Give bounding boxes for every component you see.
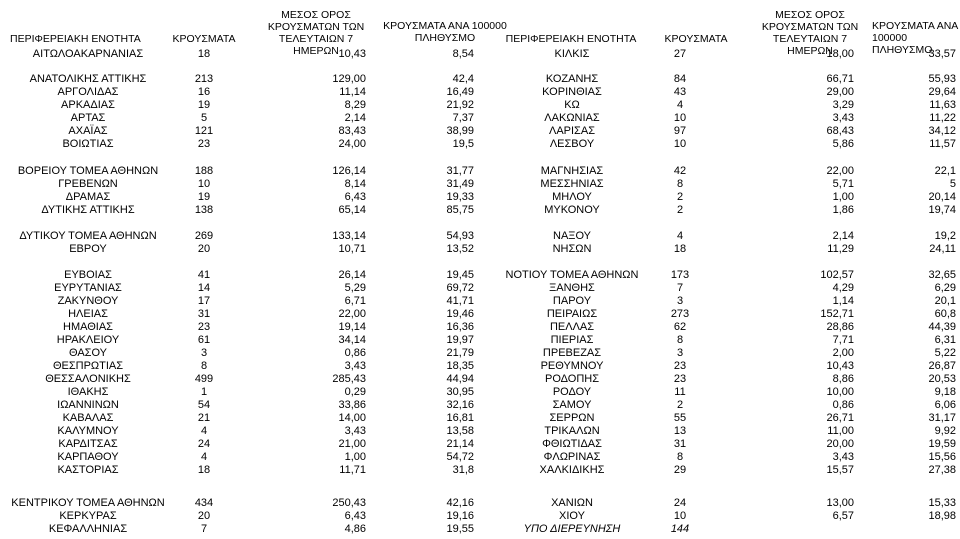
per100k-value: 20,1 bbox=[934, 295, 956, 307]
avg7-value: 133,14 bbox=[332, 230, 366, 242]
avg7-value: 8,29 bbox=[344, 99, 366, 111]
avg7-value: 3,43 bbox=[832, 112, 854, 124]
cases-value: 54 bbox=[197, 399, 211, 411]
header-per100k-left: ΚΡΟΥΣΜΑΤΑ ΑΝΑ 100000 ΠΛΗΘΥΣΜΟ bbox=[383, 20, 507, 44]
avg7-value: 24,00 bbox=[338, 138, 366, 150]
region-name: ΘΕΣΠΡΩΤΙΑΣ bbox=[52, 360, 124, 372]
region-name: ΠΙΕΡΙΑΣ bbox=[550, 334, 594, 346]
region-name: ΑΝΑΤΟΛΙΚΗΣ ΑΤΤΙΚΗΣ bbox=[29, 73, 147, 85]
region-name: ΝΗΣΩΝ bbox=[552, 243, 592, 255]
region-name: ΚΟΖΑΝΗΣ bbox=[545, 73, 599, 85]
per100k-value: 60,8 bbox=[934, 308, 956, 320]
cases-value: 41 bbox=[197, 269, 211, 281]
region-name: ΗΛΕΙΑΣ bbox=[68, 308, 108, 320]
cases-value: 434 bbox=[194, 497, 214, 509]
region-name: ΗΜΑΘΙΑΣ bbox=[63, 321, 113, 333]
avg7-value: 22,00 bbox=[338, 308, 366, 320]
right-table-row bbox=[0, 360, 960, 373]
cases-value: 213 bbox=[194, 73, 214, 85]
cases-value: 173 bbox=[670, 269, 690, 281]
cases-value: 2 bbox=[676, 399, 684, 411]
cases-value: 10 bbox=[673, 138, 687, 150]
avg7-value: 1,86 bbox=[832, 204, 854, 216]
right-table-row bbox=[0, 48, 960, 61]
avg7-value: 34,14 bbox=[338, 334, 366, 346]
cases-value: 10 bbox=[197, 178, 211, 190]
cases-value: 4 bbox=[676, 230, 684, 242]
avg7-value: 7,71 bbox=[832, 334, 854, 346]
avg7-value: 3,43 bbox=[344, 360, 366, 372]
avg7-value: 14,00 bbox=[338, 412, 366, 424]
region-name: ΠΡΕΒΕΖΑΣ bbox=[542, 347, 602, 359]
cases-value: 13 bbox=[673, 425, 687, 437]
avg7-value: 4,86 bbox=[344, 523, 366, 535]
per100k-value: 26,87 bbox=[928, 360, 956, 372]
right-table-row bbox=[0, 523, 960, 536]
cases-value: 97 bbox=[673, 125, 687, 137]
cases-value: 62 bbox=[673, 321, 687, 333]
per100k-value: 19,2 bbox=[934, 230, 956, 242]
avg7-value: 4,29 bbox=[832, 282, 854, 294]
per100k-value: 5 bbox=[949, 178, 956, 190]
per100k-value: 24,11 bbox=[929, 243, 956, 255]
per100k-value: 21,92 bbox=[446, 99, 474, 111]
per100k-value: 33,57 bbox=[928, 48, 956, 60]
per100k-value: 22,1 bbox=[934, 165, 956, 177]
avg7-value: 0,86 bbox=[344, 347, 366, 359]
region-name: ΝΑΞΟΥ bbox=[553, 230, 591, 242]
cases-value: 27 bbox=[673, 48, 687, 60]
avg7-value: 19,14 bbox=[338, 321, 366, 333]
cases-value: 2 bbox=[676, 204, 684, 216]
cases-value: 138 bbox=[194, 204, 214, 216]
cases-value: 31 bbox=[197, 308, 211, 320]
region-name: ΚΑΒΑΛΑΣ bbox=[62, 412, 114, 424]
region-name: ΦΛΩΡΙΝΑΣ bbox=[543, 451, 601, 463]
avg7-value: 13,00 bbox=[826, 497, 854, 509]
per100k-value: 85,75 bbox=[446, 204, 474, 216]
cases-value: 144 bbox=[670, 523, 690, 535]
avg7-value: 152,71 bbox=[820, 308, 854, 320]
region-name: ΜΗΛΟΥ bbox=[552, 191, 592, 203]
avg7-value: 6,71 bbox=[344, 295, 366, 307]
right-table-row bbox=[0, 425, 960, 438]
per100k-value: 32,16 bbox=[446, 399, 474, 411]
avg7-value: 3,43 bbox=[344, 425, 366, 437]
avg7-value: 11,71 bbox=[339, 464, 366, 476]
avg7-value: 10,43 bbox=[338, 48, 366, 60]
cases-value: 7 bbox=[676, 282, 684, 294]
region-name: ΥΠΟ ΔΙΕΡΕΥΝΗΣΗ bbox=[523, 523, 621, 535]
header-avg7-left: ΜΕΣΟΣ ΟΡΟΣ ΚΡΟΥΣΜΑΤΩΝ ΤΩΝ ΤΕΛΕΥΤΑΙΩΝ 7 ΗΜΕΡΩΝ bbox=[267, 9, 365, 57]
cases-value: 23 bbox=[673, 373, 687, 385]
per100k-value: 6,06 bbox=[934, 399, 956, 411]
region-name: ΓΡΕΒΕΝΩΝ bbox=[58, 178, 118, 190]
region-name: ΕΥΡΥΤΑΝΙΑΣ bbox=[54, 282, 122, 294]
per100k-value: 15,33 bbox=[928, 497, 956, 509]
per100k-value: 19,97 bbox=[446, 334, 474, 346]
avg7-value: 29,00 bbox=[826, 86, 854, 98]
region-name: ΔΥΤΙΚΗΣ ΑΤΤΙΚΗΣ bbox=[41, 204, 135, 216]
region-name: ΑΙΤΩΛΟΑΚΑΡΝΑΝΙΑΣ bbox=[32, 48, 144, 60]
per100k-value: 31,49 bbox=[446, 178, 474, 190]
per100k-value: 69,72 bbox=[446, 282, 474, 294]
region-name: ΜΕΣΣΗΝΙΑΣ bbox=[540, 178, 604, 190]
region-name: ΑΡΤΑΣ bbox=[70, 112, 106, 124]
per100k-value: 31,17 bbox=[928, 412, 956, 424]
region-name: ΚΕΝΤΡΙΚΟΥ ΤΟΜΕΑ ΑΘΗΝΩΝ bbox=[11, 497, 165, 509]
cases-value: 18 bbox=[197, 48, 211, 60]
per100k-value: 54,72 bbox=[446, 451, 474, 463]
avg7-value: 68,43 bbox=[826, 125, 854, 137]
right-table-row bbox=[0, 191, 960, 204]
per100k-value: 44,39 bbox=[928, 321, 956, 333]
avg7-value: 6,57 bbox=[832, 510, 854, 522]
per100k-value: 8,54 bbox=[452, 48, 474, 60]
region-name: ΠΕΙΡΑΙΩΣ bbox=[546, 308, 598, 320]
avg7-value: 10,00 bbox=[826, 386, 854, 398]
header-cases-right: ΚΡΟΥΣΜΑΤΑ bbox=[664, 33, 728, 45]
cases-value: 10 bbox=[673, 112, 687, 124]
cases-value: 3 bbox=[200, 347, 208, 359]
right-table-row bbox=[0, 386, 960, 399]
region-name: ΜΑΓΝΗΣΙΑΣ bbox=[540, 165, 604, 177]
region-name: ΜΥΚΟΝΟΥ bbox=[544, 204, 600, 216]
right-table-row bbox=[0, 99, 960, 112]
cases-value: 4 bbox=[200, 451, 208, 463]
cases-value: 20 bbox=[197, 243, 211, 255]
right-table-row bbox=[0, 282, 960, 295]
right-table-row bbox=[0, 451, 960, 464]
right-table-row bbox=[0, 347, 960, 360]
avg7-value: 1,00 bbox=[344, 451, 366, 463]
right-table-row bbox=[0, 334, 960, 347]
per100k-value: 20,14 bbox=[928, 191, 956, 203]
right-table-row bbox=[0, 373, 960, 386]
region-name: ΚΑΡΔΙΤΣΑΣ bbox=[58, 438, 118, 450]
right-table-row bbox=[0, 73, 960, 86]
right-table-row bbox=[0, 321, 960, 334]
cases-value: 84 bbox=[673, 73, 687, 85]
per100k-value: 19,45 bbox=[446, 269, 474, 281]
region-name: ΡΟΔΟΥ bbox=[552, 386, 592, 398]
region-name: ΣΕΡΡΩΝ bbox=[549, 412, 595, 424]
cases-value: 17 bbox=[197, 295, 211, 307]
avg7-value: 102,57 bbox=[820, 269, 854, 281]
per100k-value: 11,57 bbox=[929, 138, 956, 150]
right-table-row bbox=[0, 412, 960, 425]
cases-value: 21 bbox=[197, 412, 211, 424]
cases-value: 16 bbox=[197, 86, 211, 98]
region-name: ΚΙΛΚΙΣ bbox=[554, 48, 590, 60]
cases-value: 23 bbox=[197, 321, 211, 333]
avg7-value: 66,71 bbox=[826, 73, 854, 85]
per100k-value: 19,74 bbox=[928, 204, 956, 216]
avg7-value: 21,00 bbox=[338, 438, 366, 450]
right-table-row bbox=[0, 295, 960, 308]
cases-value: 11 bbox=[674, 386, 686, 398]
region-name: ΑΡΓΟΛΙΔΑΣ bbox=[57, 86, 119, 98]
per100k-value: 31,77 bbox=[446, 165, 474, 177]
avg7-value: 26,71 bbox=[826, 412, 854, 424]
per100k-value: 19,59 bbox=[928, 438, 956, 450]
region-name: ΘΕΣΣΑΛΟΝΙΚΗΣ bbox=[45, 373, 131, 385]
avg7-value: 18,00 bbox=[826, 48, 854, 60]
cases-value: 55 bbox=[673, 412, 687, 424]
avg7-value: 83,43 bbox=[338, 125, 366, 137]
cases-value: 29 bbox=[673, 464, 687, 476]
region-name: ΞΑΝΘΗΣ bbox=[549, 282, 595, 294]
per100k-value: 38,99 bbox=[446, 125, 474, 137]
avg7-value: 6,43 bbox=[344, 510, 366, 522]
right-table-row bbox=[0, 165, 960, 178]
avg7-value: 285,43 bbox=[332, 373, 366, 385]
header-avg7-right: ΜΕΣΟΣ ΟΡΟΣ ΚΡΟΥΣΜΑΤΩΝ ΤΩΝ ΤΕΛΕΥΤΑΙΩΝ 7 ΗΜΕΡΩΝ bbox=[761, 9, 859, 57]
cases-value: 24 bbox=[673, 497, 687, 509]
per100k-value: 54,93 bbox=[446, 230, 474, 242]
right-table-row bbox=[0, 178, 960, 191]
cases-value: 42 bbox=[673, 165, 687, 177]
per100k-value: 16,81 bbox=[446, 412, 474, 424]
avg7-value: 11,14 bbox=[339, 86, 366, 98]
cases-value: 269 bbox=[194, 230, 214, 242]
avg7-value: 5,71 bbox=[832, 178, 854, 190]
avg7-value: 33,86 bbox=[338, 399, 366, 411]
cases-value: 8 bbox=[200, 360, 208, 372]
per100k-value: 41,71 bbox=[446, 295, 474, 307]
right-table-row bbox=[0, 497, 960, 510]
region-name: ΦΘΙΩΤΙΔΑΣ bbox=[542, 438, 602, 450]
avg7-value: 5,29 bbox=[344, 282, 366, 294]
region-name: ΕΒΡΟΥ bbox=[69, 243, 107, 255]
avg7-value: 20,00 bbox=[826, 438, 854, 450]
per100k-value: 18,35 bbox=[446, 360, 474, 372]
right-table-row bbox=[0, 399, 960, 412]
region-name: ΔΡΑΜΑΣ bbox=[65, 191, 111, 203]
cases-value: 20 bbox=[197, 510, 211, 522]
per100k-value: 13,52 bbox=[446, 243, 474, 255]
avg7-value: 0,29 bbox=[344, 386, 366, 398]
per100k-value: 42,4 bbox=[452, 73, 474, 85]
region-name: ΚΟΡΙΝΘΙΑΣ bbox=[542, 86, 602, 98]
cases-value: 8 bbox=[676, 334, 684, 346]
region-name: ΚΑΣΤΟΡΙΑΣ bbox=[57, 464, 119, 476]
per100k-value: 16,49 bbox=[446, 86, 474, 98]
region-name: ΡΟΔΟΠΗΣ bbox=[544, 373, 600, 385]
per100k-value: 6,31 bbox=[934, 334, 956, 346]
cases-value: 23 bbox=[673, 360, 687, 372]
region-name: ΕΥΒΟΙΑΣ bbox=[64, 269, 112, 281]
avg7-value: 65,14 bbox=[338, 204, 366, 216]
region-name: ΙΘΑΚΗΣ bbox=[67, 386, 109, 398]
cases-value: 4 bbox=[200, 425, 208, 437]
per100k-value: 6,29 bbox=[934, 282, 956, 294]
per100k-value: 19,33 bbox=[446, 191, 474, 203]
cases-value: 3 bbox=[676, 295, 684, 307]
avg7-value: 8,14 bbox=[344, 178, 366, 190]
right-table-row bbox=[0, 464, 960, 477]
avg7-value: 129,00 bbox=[332, 73, 366, 85]
right-table-row bbox=[0, 230, 960, 243]
per100k-value: 42,16 bbox=[446, 497, 474, 509]
per100k-value: 44,94 bbox=[446, 373, 474, 385]
cases-value: 8 bbox=[676, 178, 684, 190]
cases-value: 121 bbox=[194, 125, 214, 137]
cases-value: 43 bbox=[673, 86, 687, 98]
avg7-value: 11,29 bbox=[827, 243, 854, 255]
per100k-value: 31,8 bbox=[452, 464, 474, 476]
region-name: ΧΑΝΙΩΝ bbox=[551, 497, 593, 509]
avg7-value: 15,57 bbox=[826, 464, 854, 476]
region-name: ΚΩ bbox=[564, 99, 580, 111]
per100k-value: 18,98 bbox=[928, 510, 956, 522]
per100k-value: 9,18 bbox=[934, 386, 956, 398]
region-name: ΘΑΣΟΥ bbox=[68, 347, 108, 359]
avg7-value: 26,14 bbox=[338, 269, 366, 281]
region-name: ΧΑΛΚΙΔΙΚΗΣ bbox=[539, 464, 605, 476]
per100k-value: 11,63 bbox=[929, 99, 956, 111]
per100k-value: 21,14 bbox=[446, 438, 474, 450]
cases-value: 18 bbox=[197, 464, 211, 476]
region-name: ΛΕΣΒΟΥ bbox=[549, 138, 595, 150]
right-table-row bbox=[0, 86, 960, 99]
per100k-value: 9,92 bbox=[934, 425, 956, 437]
per100k-value: 19,5 bbox=[452, 138, 474, 150]
per100k-value: 29,64 bbox=[928, 86, 956, 98]
cases-value: 5 bbox=[200, 112, 208, 124]
region-name: ΑΡΚΑΔΙΑΣ bbox=[61, 99, 115, 111]
avg7-value: 3,43 bbox=[832, 451, 854, 463]
per100k-value: 21,79 bbox=[446, 347, 474, 359]
region-name: ΗΡΑΚΛΕΙΟΥ bbox=[56, 334, 120, 346]
per100k-value: 16,36 bbox=[446, 321, 474, 333]
cases-value: 14 bbox=[197, 282, 211, 294]
per100k-value: 27,38 bbox=[928, 464, 956, 476]
right-table-row bbox=[0, 204, 960, 217]
avg7-value: 28,86 bbox=[826, 321, 854, 333]
cases-value: 8 bbox=[676, 451, 684, 463]
region-name: ΔΥΤΙΚΟΥ ΤΟΜΕΑ ΑΘΗΝΩΝ bbox=[19, 230, 157, 242]
cases-value: 1 bbox=[200, 386, 208, 398]
right-table-row bbox=[0, 269, 960, 282]
avg7-value: 126,14 bbox=[332, 165, 366, 177]
region-name: ΣΑΜΟΥ bbox=[552, 399, 592, 411]
avg7-value: 0,86 bbox=[832, 399, 854, 411]
region-name: ΚΕΡΚΥΡΑΣ bbox=[59, 510, 117, 522]
per100k-value: 20,53 bbox=[928, 373, 956, 385]
avg7-value: 2,00 bbox=[832, 347, 854, 359]
region-name: ΚΑΡΠΑΘΟΥ bbox=[57, 451, 119, 463]
region-name: ΠΕΛΛΑΣ bbox=[549, 321, 595, 333]
per100k-value: 13,58 bbox=[446, 425, 474, 437]
avg7-value: 3,29 bbox=[832, 99, 854, 111]
header-region-left: ΠΕΡΙΦΕΡΕΙΑΚΗ ΕΝΟΤΗΤΑ bbox=[10, 33, 141, 45]
cases-value: 10 bbox=[673, 510, 687, 522]
region-name: ΠΑΡΟΥ bbox=[552, 295, 592, 307]
cases-value: 19 bbox=[197, 99, 211, 111]
per100k-value: 19,46 bbox=[446, 308, 474, 320]
per100k-value: 19,55 bbox=[446, 523, 474, 535]
region-name: ΒΟΡΕΙΟΥ ΤΟΜΕΑ ΑΘΗΝΩΝ bbox=[17, 165, 159, 177]
per100k-value: 11,22 bbox=[929, 112, 956, 124]
cases-value: 18 bbox=[673, 243, 687, 255]
avg7-value: 1,14 bbox=[832, 295, 854, 307]
avg7-value: 6,43 bbox=[344, 191, 366, 203]
header-cases-left: ΚΡΟΥΣΜΑΤΑ bbox=[172, 33, 236, 45]
avg7-value: 250,43 bbox=[332, 497, 366, 509]
region-name: ΚΕΦΑΛΛΗΝΙΑΣ bbox=[48, 523, 128, 535]
cases-value: 273 bbox=[670, 308, 690, 320]
region-name: ΑΧΑΪΑΣ bbox=[68, 125, 108, 137]
region-name: ΝΟΤΙΟΥ ΤΟΜΕΑ ΑΘΗΝΩΝ bbox=[505, 269, 639, 281]
region-name: ΛΑΚΩΝΙΑΣ bbox=[544, 112, 600, 124]
per100k-value: 32,65 bbox=[928, 269, 956, 281]
region-name: ΚΑΛΥΜΝΟΥ bbox=[57, 425, 119, 437]
right-table-row bbox=[0, 138, 960, 151]
region-name: ΧΙΟΥ bbox=[559, 510, 585, 522]
avg7-value: 5,86 bbox=[832, 138, 854, 150]
cases-value: 61 bbox=[197, 334, 211, 346]
region-name: ΙΩΑΝΝΙΝΩΝ bbox=[57, 399, 119, 411]
right-table-row bbox=[0, 125, 960, 138]
per100k-value: 7,37 bbox=[452, 112, 474, 124]
avg7-value: 1,00 bbox=[832, 191, 854, 203]
header-per100k-right: ΚΡΟΥΣΜΑΤΑ ΑΝΑ 100000 ΠΛΗΘΥΣΜΟ bbox=[872, 20, 958, 56]
avg7-value: 2,14 bbox=[344, 112, 366, 124]
right-table-row bbox=[0, 308, 960, 321]
region-name: ΛΑΡΙΣΑΣ bbox=[548, 125, 595, 137]
region-name: ΡΕΘΥΜΝΟΥ bbox=[540, 360, 604, 372]
cases-value: 7 bbox=[200, 523, 208, 535]
cases-value: 3 bbox=[676, 347, 684, 359]
right-table-row bbox=[0, 243, 960, 256]
avg7-value: 11,00 bbox=[827, 425, 854, 437]
per100k-value: 55,93 bbox=[928, 73, 956, 85]
cases-value: 499 bbox=[194, 373, 214, 385]
per100k-value: 30,95 bbox=[446, 386, 474, 398]
avg7-value: 2,14 bbox=[832, 230, 854, 242]
cases-value: 188 bbox=[194, 165, 214, 177]
per100k-value: 5,22 bbox=[934, 347, 956, 359]
avg7-value: 8,86 bbox=[832, 373, 854, 385]
right-table-row bbox=[0, 438, 960, 451]
per100k-value: 19,16 bbox=[446, 510, 474, 522]
avg7-value: 10,43 bbox=[826, 360, 854, 372]
per100k-value: 15,56 bbox=[928, 451, 956, 463]
avg7-value: 10,71 bbox=[338, 243, 366, 255]
header-region-right: ΠΕΡΙΦΕΡΕΙΑΚΗ ΕΝΟΤΗΤΑ bbox=[505, 33, 637, 45]
right-table-row bbox=[0, 510, 960, 523]
avg7-value: 22,00 bbox=[826, 165, 854, 177]
cases-value: 24 bbox=[197, 438, 211, 450]
region-name: ΖΑΚΥΝΘΟΥ bbox=[57, 295, 119, 307]
cases-value: 2 bbox=[676, 191, 684, 203]
region-name: ΤΡΙΚΑΛΩΝ bbox=[544, 425, 600, 437]
right-table-row bbox=[0, 112, 960, 125]
cases-value: 19 bbox=[197, 191, 211, 203]
cases-value: 31 bbox=[673, 438, 687, 450]
cases-value: 23 bbox=[197, 138, 211, 150]
cases-value: 4 bbox=[676, 99, 684, 111]
region-name: ΒΟΙΩΤΙΑΣ bbox=[62, 138, 114, 150]
per100k-value: 34,12 bbox=[928, 125, 956, 137]
